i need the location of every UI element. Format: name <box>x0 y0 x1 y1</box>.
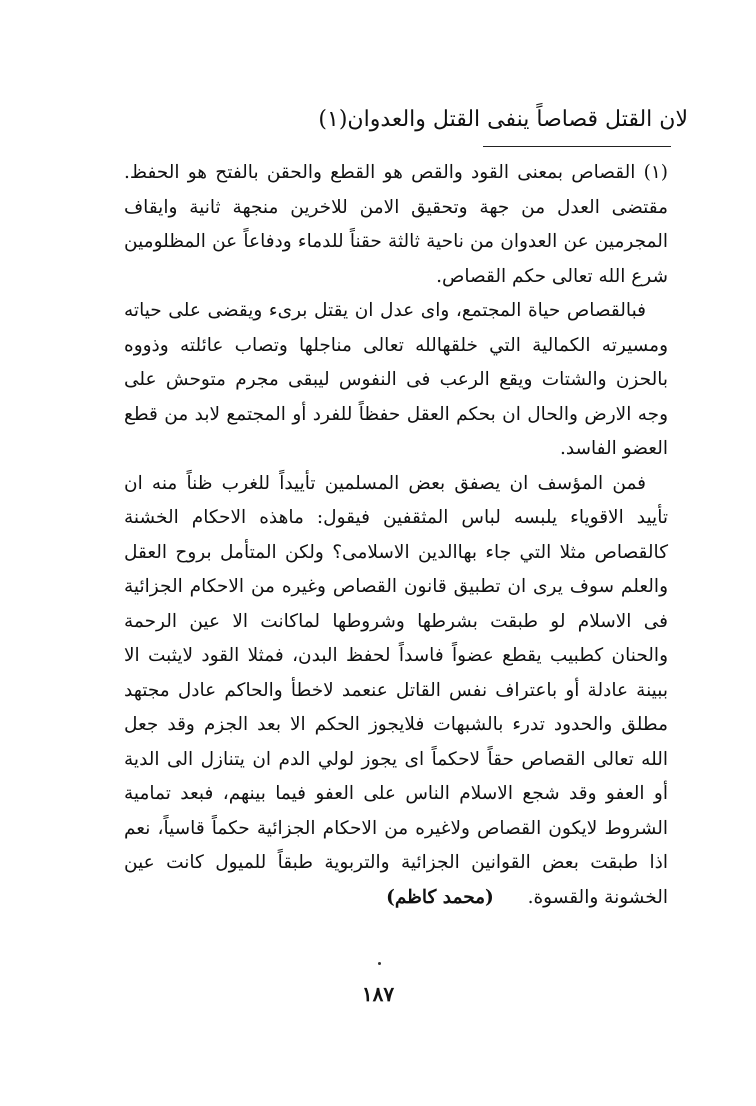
footnote-paragraph-2: فبالقصاص حياة المجتمع، واى عدل ان يقتل برىء ويقضى على حياته ومسيرته الكمالية التي خلقهالله تعالى مناجلها وتصاب عائلته وذووه بالحزن والشتات ويقع الرعب فى النفوس ليبقى مجرم متوحش على وجه الارض والحال ان بحكم العقل حفظاً للفرد أو المجتمع لابد من قطع العضو الفاسد. <box>124 300 668 459</box>
footnote-paragraph-3-text: فمن المؤسف ان يصفق بعض المسلمين تأييداً للغرب ظناً منه ان تأييد الاقوياء يلبسه لباس المثقفين فيقول: ماهذه الاحكام الخشنة كالقصاص مثلا التي جاء بهاالدين الاسلامى؟ ولكن المتأمل بروح العقل والعلم سوف يرى ان تطبيق قانون القصاص وغيره من الاحكام الجزائية فى الاسلام لو طبقت بشرطها وشروطها لماكانت الا عين الرحمة والحنان كطبيب يقطع عضواً فاسداً لحفظ البدن، فمثلا القود لايثبت الا ببينة عادلة أو باعتراف نفس القاتل عنعمد لاخطأ والحاكم عادل مجتهد مطلق والحدود تدرء بالشبهات فلايجوز الحكم الا بعد الجزم وقد جعل الله تعالى القصاص حقاً لاحكماً اى يجوز لولي الدم ان يتنازل الى الدية أو العفو وقد شجع الاسلام الناس على العفو فيما بينهم، فبعد تمامية الشروط لايكون القصاص ولاغيره من الاحكام الجزائية حكماً قاسياً، نعم اذا طبقت بعض القوانين الجزائية والتربوية طبقاً للميول كانت عين الخشونة والقسوة. <box>124 472 668 908</box>
footnote-paragraph-1: (١) القصاص بمعنى القود والقص هو القطع والحقن بالفتح هو الحفظ. مقتضى العدل من جهة وتحقيق الامن للاخرين منجهة ثانية وايقاف المجرمين عن العدوان من ناحية ثالثة حقناً للدماء ودفاعاً عن المظلومين شرع الله تعالى حكم القصاص. <box>124 162 668 287</box>
page-number: ١٨٧ <box>361 982 395 1006</box>
stray-dot <box>378 962 381 965</box>
footnote-paragraph-3 <box>124 467 668 916</box>
footnote-signature: (محمد كاظم) <box>386 886 494 908</box>
footnote-block <box>124 156 668 915</box>
footnote-separator <box>483 146 671 147</box>
main-text-line: لان القتل قصاصاً ينفى القتل والعدوان(١) <box>318 107 688 132</box>
